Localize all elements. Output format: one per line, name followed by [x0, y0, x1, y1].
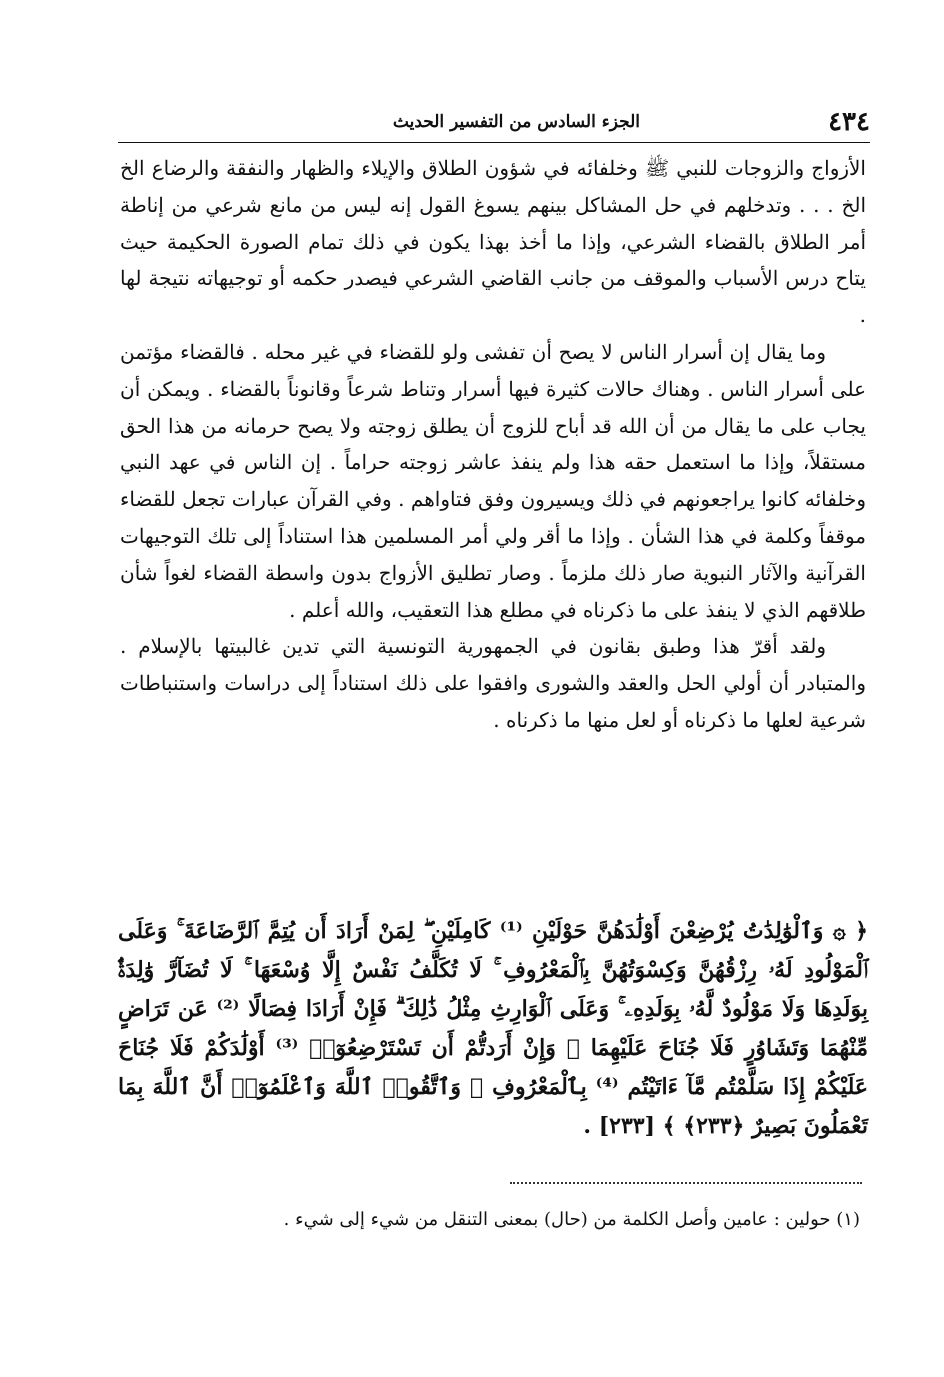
footnote-text: (١) حولين : عامين وأصل الكلمة من (حال) بمعنى التنقل من شيء إلى شيء .	[283, 1209, 860, 1230]
page-header	[118, 104, 870, 144]
running-title: الجزء السادس من التفسير الحديث	[392, 112, 640, 132]
quran-verse	[118, 912, 868, 1146]
body-text	[120, 150, 866, 739]
page-number: ٤٣٤	[828, 107, 870, 137]
verse-text: ﴿ ۞ وَٱلْوَٰلِدَٰتُ يُرْضِعْنَ أَوْلَٰدَهُنَّ حَوْلَيْنِ ⁽¹⁾ كَامِلَيْنِ ۖ لِمَنْ أَرَادَ أَن يُتِمَّ ٱلرَّضَاعَةَ ۚ وَعَلَى ٱلْمَوْلُودِ لَهُۥ رِزْقُهُنَّ وَكِسْوَتُهُنَّ بِٱلْمَعْرُوفِ ۚ لَا تُكَلَّفُ نَفْسٌ إِلَّا وُسْعَهَا ۚ لَا تُضَآرَّ وَٰلِدَةٌۢ بِوَلَدِهَا وَلَا مَوْلُودٌ لَّهُۥ بِوَلَدِهِۦ ۚ وَعَلَى ٱلْوَارِثِ مِثْلُ ذَٰلِكَ ۗ فَإِنْ أَرَادَا فِصَالًا ⁽²⁾ عَن تَرَاضٍ مِّنْهُمَا وَتَشَاوُرٍ فَلَا جُنَاحَ عَلَيْهِمَا ۗ وَإِنْ أَرَدتُّمْ أَن تَسْتَرْضِعُوٓا۟ ⁽³⁾ أَوْلَٰدَكُمْ فَلَا جُنَاحَ عَلَيْكُمْ إِذَا سَلَّمْتُم مَّآ ءَاتَيْتُم ⁽⁴⁾ بِٱلْمَعْرُوفِ ۗ وَٱتَّقُوا۟ ٱللَّهَ وَٱعْلَمُوٓا۟ أَنَّ ٱللَّهَ بِمَا تَعْمَلُونَ بَصِيرٌ ﴿٢٣٣﴾ ﴾ [٢٣٣] .	[118, 918, 868, 1139]
paragraph-tunisia: ولقد أقرّ هذا وطبق بقانون في الجمهورية التونسية التي تدين غالبيتها بالإسلام . والمتبادر أن أولي الحل والعقد والشورى وافقوا على ذلك استناداً إلى دراسات واستنباطات شرعية لعلها ما ذكرناه أو لعل منها ما ذكرناه .	[120, 634, 866, 732]
header-rule	[118, 142, 870, 143]
footnote-separator	[510, 1182, 862, 1184]
footnote	[118, 1205, 860, 1235]
paragraph-secrets: وما يقال إن أسرار الناس لا يصح أن تفشى ولو للقضاء في غير محله . فالقضاء مؤتمن على أسرار الناس . وهناك حالات كثيرة فيها أسرار وتناط شرعاً وقانوناً بالقضاء . ويمكن أن يجاب على ما يقال من أن الله قد أباح للزوج أن يطلق زوجته ولا يصح حرمانه من هذا الحق مستقلاً، وإذا ما استعمل حقه هذا ولم ينفذ عاشر زوجته حراماً . إن الناس في عهد النبي وخلفائه كانوا يراجعونهم في ذلك ويسيرون وفق فتاواهم . وفي القرآن عبارات تجعل للقضاء موقفاً وكلمة في هذا الشأن . وإذا ما أقر ولي أمر المسلمين هذا استناداً إلى تلك التوجيهات القرآنية والآثار النبوية صار ذلك ملزماً . وصار تطليق الأزواج بدون واسطة القضاء لغواً شأن طلاقهم الذي لا ينفذ على ما ذكرناه في مطلع هذا التعقيب، والله أعلم .	[120, 339, 866, 622]
paragraph-continued: الأزواج والزوجات للنبي ﷺ وخلفائه في شؤون الطلاق والإيلاء والظهار والنفقة والرضاع الخ الخ . . . وتدخلهم في حل المشاكل بينهم يسوغ القول إنه ليس من مانع شرعي من إناطة أمر الطلاق بالقضاء الشرعي، وإذا ما أخذ بهذا يكون في ذلك تمام الصورة الحكيمة حيث يتاح درس الأسباب والموقف من جانب القاضي الشرعي فيصدر حكمه أو توجيهاته نتيجة لها .	[120, 156, 866, 328]
